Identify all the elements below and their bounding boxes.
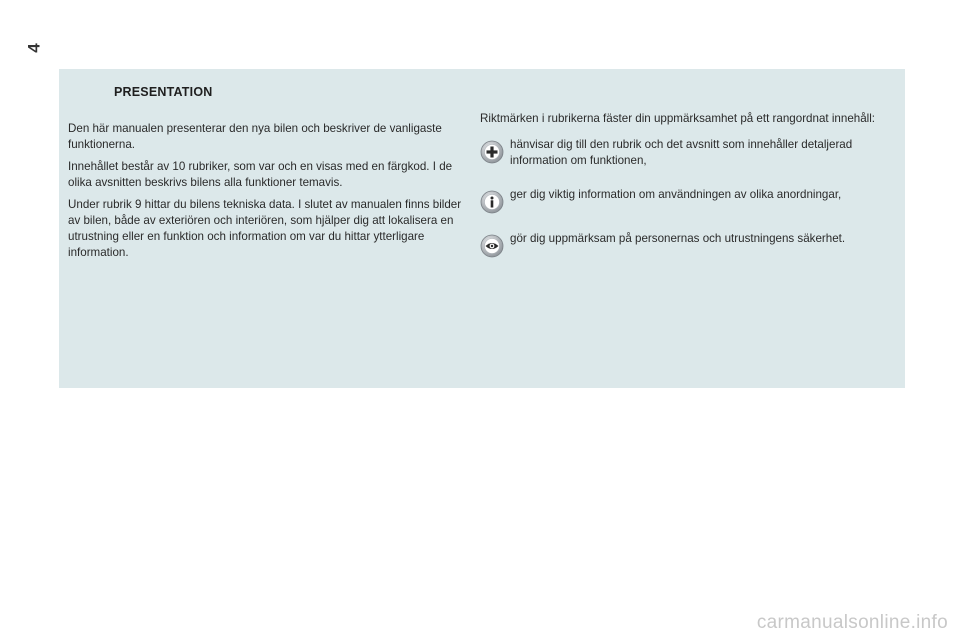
legend-item-information xyxy=(480,187,900,213)
left-column xyxy=(68,121,466,267)
legend-intro: Riktmärken i rubrikerna fäster din uppmärksamhet på ett rangordnat innehåll: xyxy=(480,112,876,125)
watermark: carmanualsonline.info xyxy=(756,612,948,633)
legend-text-safety: gör dig uppmärksam på personernas och utrustningens säkerhet. xyxy=(510,232,846,245)
plus-icon xyxy=(480,140,504,164)
right-column xyxy=(480,111,900,257)
paragraph-technical-data: Under rubrik 9 hittar du bilens tekniska data. I slutet av manualen finns bilder av bilen, både av exteriören och interiören, som hjälper dig att lokalisera en utrustning eller en funktion och information om var du hittar ytterligare information. xyxy=(68,198,462,259)
legend-item-reference xyxy=(480,137,900,169)
info-icon xyxy=(480,190,504,214)
presentation-panel xyxy=(59,69,905,388)
eye-icon xyxy=(480,234,504,258)
section-title: PRESENTATION xyxy=(114,85,213,99)
paragraph-intro: Den här manualen presenterar den nya bilen och beskriver de vanligaste funktionerna. xyxy=(68,122,442,151)
legend-text-information: ger dig viktig information om användningen av olika anordningar, xyxy=(510,188,842,201)
legend-item-safety xyxy=(480,231,900,257)
paragraph-structure: Innehållet består av 10 rubriker, som var och en visas med en färgkod. I de olika avsnitten beskrivs bilens alla funktioner temavis. xyxy=(68,160,453,189)
legend-text-reference: hänvisar dig till den rubrik och det avsnitt som innehåller detaljerad information om funktionen, xyxy=(510,138,853,167)
page-number: 4 xyxy=(24,43,44,53)
